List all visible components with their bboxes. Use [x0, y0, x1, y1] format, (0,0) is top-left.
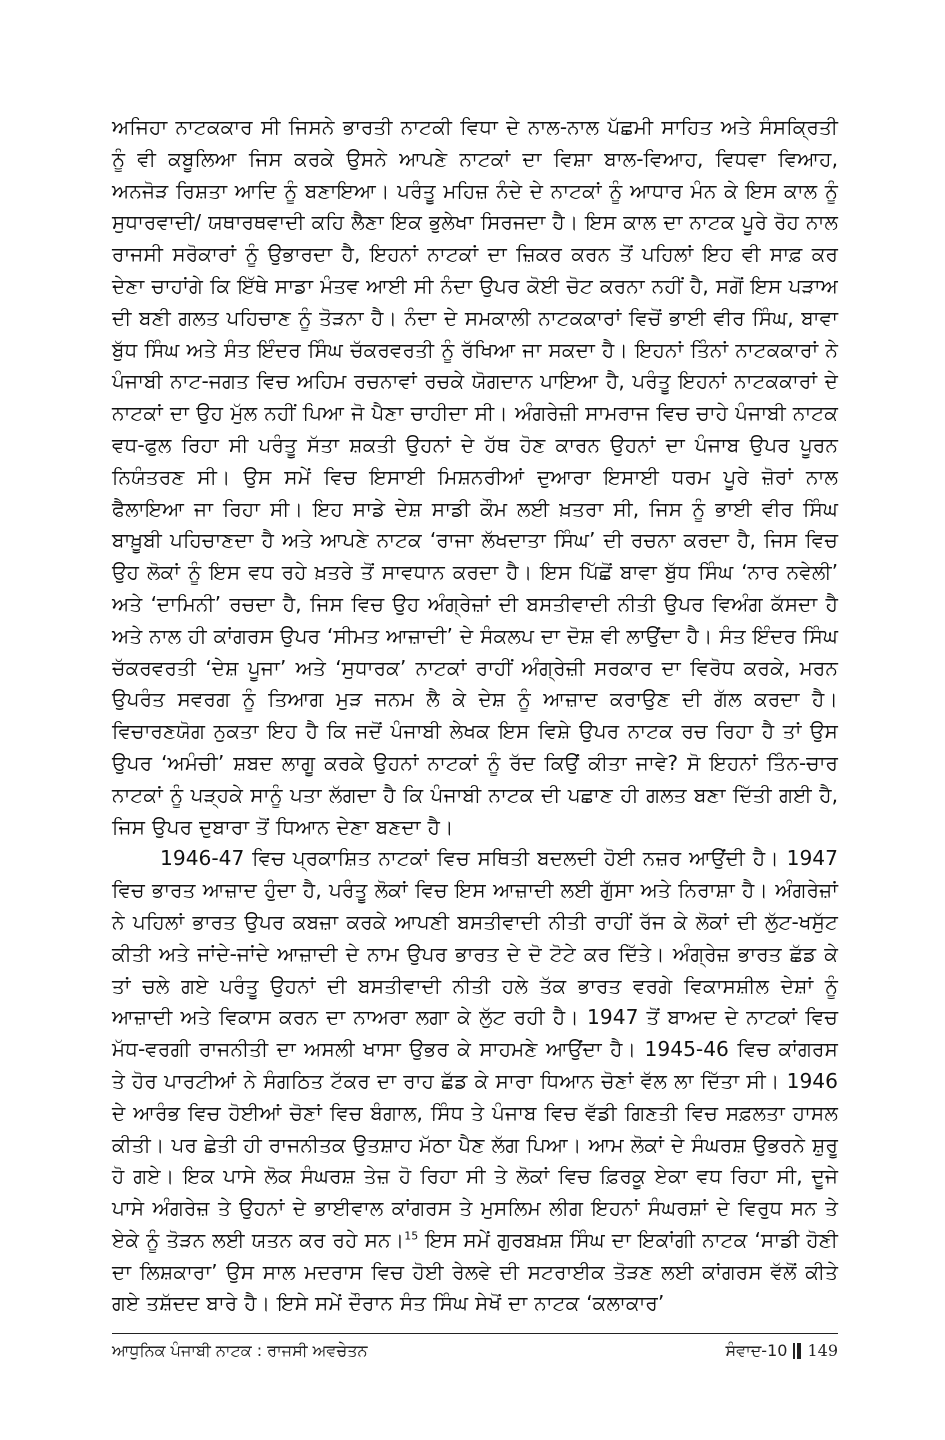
page-number: 149	[807, 1341, 838, 1360]
running-title: ਆਧੁਨਿਕ ਪੰਜਾਬੀ ਨਾਟਕ : ਰਾਜਸੀ ਅਵਚੇਤਨ	[112, 1341, 368, 1360]
paragraph-2-continued: ਇਸ ਸਮੇਂ ਗੁਰਬਖ਼ਸ਼ ਸਿੰਘ ਦਾ ਇਕਾਂਗੀ ਨਾਟਕ ‘ਸਾਡੀ ਹੋਣੀ ਦਾ ਲਿਸ਼ਕਾਰਾ’ ਉਸ ਸਾਲ ਮਦਰਾਸ ਵਿਚ ਹੋਈ ਰੇਲਵੇ ਦੀ ਸਟਰਾਈਕ ਤੋੜਣ ਲਈ ਕਾਂਗਰਸ ਵੱਲੋਂ ਕੀਤੇ ਗਏ ਤਸ਼ੱਦਦ ਬਾਰੇ ਹੈ। ਇਸੇ ਸਮੇਂ ਦੌਰਾਨ ਸੰਤ ਸਿੰਘ ਸੇਖੋਂ ਦਾ ਨਾਟਕ ‘ਕਲਾਕਾਰ’	[112, 1227, 838, 1316]
folio-separator-icon	[793, 1342, 801, 1360]
page-folio	[725, 1340, 838, 1362]
footer-rule	[112, 1333, 838, 1334]
paragraph-2	[112, 843, 838, 1320]
paragraph-2-text: 1946-47 ਵਿਚ ਪ੍ਰਕਾਸ਼ਿਤ ਨਾਟਕਾਂ ਵਿਚ ਸਥਿਤੀ ਬਦਲਦੀ ਹੋਈ ਨਜ਼ਰ ਆਉਂਦੀ ਹੈ। 1947 ਵਿਚ ਭਾਰਤ ਆਜ਼ਾਦ ਹੁੰਦਾ ਹੈ, ਪਰੰਤੂ ਲੋਕਾਂ ਵਿਚ ਇਸ ਆਜ਼ਾਦੀ ਲਈ ਗੁੱਸਾ ਅਤੇ ਨਿਰਾਸ਼ਾ ਹੈ। ਅੰਗਰੇਜ਼ਾਂ ਨੇ ਪਹਿਲਾਂ ਭਾਰਤ ਉਪਰ ਕਬਜ਼ਾ ਕਰਕੇ ਆਪਣੀ ਬਸਤੀਵਾਦੀ ਨੀਤੀ ਰਾਹੀਂ ਰੱਜ ਕੇ ਲੋਕਾਂ ਦੀ ਲੁੱਟ-ਖਸੁੱਟ ਕੀਤੀ ਅਤੇ ਜਾਂਦੇ-ਜਾਂਦੇ ਆਜ਼ਾਦੀ ਦੇ ਨਾਮ ਉਪਰ ਭਾਰਤ ਦੇ ਦੋ ਟੋਟੇ ਕਰ ਦਿੱਤੇ। ਅੰਗ੍ਰੇਜ਼ ਭਾਰਤ ਛੱਡ ਕੇ ਤਾਂ ਚਲੇ ਗਏ ਪਰੰਤੂ ਉਹਨਾਂ ਦੀ ਬਸਤੀਵਾਦੀ ਨੀਤੀ ਹਲੇ ਤੱਕ ਭਾਰਤ ਵਰਗੇ ਵਿਕਾਸਸ਼ੀਲ ਦੇਸ਼ਾਂ ਨੂੰ ਆਜ਼ਾਦੀ ਅਤੇ ਵਿਕਾਸ ਕਰਨ ਦਾ ਨਾਅਰਾ ਲਗਾ ਕੇ ਲੁੱਟ ਰਹੀ ਹੈ। 1947 ਤੋਂ ਬਾਅਦ ਦੇ ਨਾਟਕਾਂ ਵਿਚ ਮੱਧ-ਵਰਗੀ ਰਾਜਨੀਤੀ ਦਾ ਅਸਲੀ ਖਾਸਾ ਉਭਰ ਕੇ ਸਾਹਮਣੇ ਆਉਂਦਾ ਹੈ। 1945-46 ਵਿਚ ਕਾਂਗਰਸ ਤੇ ਹੋਰ ਪਾਰਟੀਆਂ ਨੇ ਸੰਗਠਿਤ ਟੱਕਰ ਦਾ ਰਾਹ ਛੱਡ ਕੇ ਸਾਰਾ ਧਿਆਨ ਚੋਣਾਂ ਵੱਲ ਲਾ ਦਿੱਤਾ ਸੀ। 1946 ਦੇ ਆਰੰਭ ਵਿਚ ਹੋਈਆਂ ਚੋਣਾਂ ਵਿਚ ਬੰਗਾਲ, ਸਿੰਧ ਤੇ ਪੰਜਾਬ ਵਿਚ ਵੱਡੀ ਗਿਣਤੀ ਵਿਚ ਸਫ਼ਲਤਾ ਹਾਸਲ ਕੀਤੀ। ਪਰ ਛੇਤੀ ਹੀ ਰਾਜਨੀਤਕ ਉਤਸ਼ਾਹ ਮੱਠਾ ਪੈਣ ਲੱਗ ਪਿਆ। ਆਮ ਲੋਕਾਂ ਦੇ ਸੰਘਰਸ਼ ਉਭਰਨੇ ਸ਼ੁਰੂ ਹੋ ਗਏ। ਇਕ ਪਾਸੇ ਲੋਕ ਸੰਘਰਸ਼ ਤੇਜ਼ ਹੋ ਰਿਹਾ ਸੀ ਤੇ ਲੋਕਾਂ ਵਿਚ ਫ਼ਿਰਕੂ ਏਕਾ ਵਧ ਰਿਹਾ ਸੀ, ਦੂਜੇ ਪਾਸੇ ਅੰਗਰੇਜ਼ ਤੇ ਉਹਨਾਂ ਦੇ ਭਾਈਵਾਲ ਕਾਂਗਰਸ ਤੇ ਮੁਸਲਿਮ ਲੀਗ ਇਹਨਾਂ ਸੰਘਰਸ਼ਾਂ ਦੇ ਵਿਰੁਧ ਸਨ ਤੇ ਏਕੇ ਨੂੰ ਤੋੜਨ ਲਈ ਯਤਨ ਕਰ ਰਹੇ ਸਨ।	[112, 846, 838, 1252]
body-text	[112, 112, 838, 1320]
paragraph-1: ਅਜਿਹਾ ਨਾਟਕਕਾਰ ਸੀ ਜਿਸਨੇ ਭਾਰਤੀ ਨਾਟਕੀ ਵਿਧਾ ਦੇ ਨਾਲ-ਨਾਲ ਪੱਛਮੀ ਸਾਹਿਤ ਅਤੇ ਸੰਸਕ੍ਰਿਤੀ ਨੂੰ ਵੀ ਕਬੂਲਿਆ ਜਿਸ ਕਰਕੇ ਉਸਨੇ ਆਪਣੇ ਨਾਟਕਾਂ ਦਾ ਵਿਸ਼ਾ ਬਾਲ-ਵਿਆਹ, ਵਿਧਵਾ ਵਿਆਹ, ਅਨਜੋੜ ਰਿਸ਼ਤਾ ਆਦਿ ਨੂੰ ਬਣਾਇਆ। ਪਰੰਤੂ ਮਹਿਜ਼ ਨੰਦੇ ਦੇ ਨਾਟਕਾਂ ਨੂੰ ਆਧਾਰ ਮੰਨ ਕੇ ਇਸ ਕਾਲ ਨੂੰ ਸੁਧਾਰਵਾਦੀ/ ਯਥਾਰਥਵਾਦੀ ਕਹਿ ਲੈਣਾ ਇਕ ਭੁਲੇਖਾ ਸਿਰਜਦਾ ਹੈ। ਇਸ ਕਾਲ ਦਾ ਨਾਟਕ ਪੂਰੇ ਰੋਹ ਨਾਲ ਰਾਜਸੀ ਸਰੋਕਾਰਾਂ ਨੂੰ ਉਭਾਰਦਾ ਹੈ, ਇਹਨਾਂ ਨਾਟਕਾਂ ਦਾ ਜ਼ਿਕਰ ਕਰਨ ਤੋਂ ਪਹਿਲਾਂ ਇਹ ਵੀ ਸਾਫ਼ ਕਰ ਦੇਣਾ ਚਾਹਾਂਗੇ ਕਿ ਇੱਥੇ ਸਾਡਾ ਮੰਤਵ ਆਈ ਸੀ ਨੰਦਾ ਉਪਰ ਕੋਈ ਚੋਟ ਕਰਨਾ ਨਹੀਂ ਹੈ, ਸਗੋਂ ਇਸ ਪੜਾਅ ਦੀ ਬਣੀ ਗਲਤ ਪਹਿਚਾਣ ਨੂੰ ਤੋੜਨਾ ਹੈ। ਨੰਦਾ ਦੇ ਸਮਕਾਲੀ ਨਾਟਕਕਾਰਾਂ ਵਿਚੋਂ ਭਾਈ ਵੀਰ ਸਿੰਘ, ਬਾਵਾ ਬੁੱਧ ਸਿੰਘ ਅਤੇ ਸੰਤ ਇੰਦਰ ਸਿੰਘ ਚੱਕਰਵਰਤੀ ਨੂੰ ਰੱਖਿਆ ਜਾ ਸਕਦਾ ਹੈ। ਇਹਨਾਂ ਤਿੰਨਾਂ ਨਾਟਕਕਾਰਾਂ ਨੇ ਪੰਜਾਬੀ ਨਾਟ-ਜਗਤ ਵਿਚ ਅਹਿਮ ਰਚਨਾਵਾਂ ਰਚਕੇ ਯੋਗਦਾਨ ਪਾਇਆ ਹੈ, ਪਰੰਤੂ ਇਹਨਾਂ ਨਾਟਕਕਾਰਾਂ ਦੇ ਨਾਟਕਾਂ ਦਾ ਉਹ ਮੁੱਲ ਨਹੀਂ ਪਿਆ ਜੋ ਪੈਣਾ ਚਾਹੀਦਾ ਸੀ। ਅੰਗਰੇਜ਼ੀ ਸਾਮਰਾਜ ਵਿਚ ਚਾਹੇ ਪੰਜਾਬੀ ਨਾਟਕ ਵਧ-ਫੁਲ ਰਿਹਾ ਸੀ ਪਰੰਤੂ ਸੱਤਾ ਸ਼ਕਤੀ ਉਹਨਾਂ ਦੇ ਹੱਥ ਹੋਣ ਕਾਰਨ ਉਹਨਾਂ ਦਾ ਪੰਜਾਬ ਉਪਰ ਪੂਰਨ ਨਿਯੰਤਰਣ ਸੀ। ਉਸ ਸਮੇਂ ਵਿਚ ਇਸਾਈ ਮਿਸ਼ਨਰੀਆਂ ਦੁਆਰਾ ਇਸਾਈ ਧਰਮ ਪੂਰੇ ਜ਼ੋਰਾਂ ਨਾਲ ਫੈਲਾਇਆ ਜਾ ਰਿਹਾ ਸੀ। ਇਹ ਸਾਡੇ ਦੇਸ਼ ਸਾਡੀ ਕੌਮ ਲਈ ਖ਼ਤਰਾ ਸੀ, ਜਿਸ ਨੂੰ ਭਾਈ ਵੀਰ ਸਿੰਘ ਬਾਖ਼ੂਬੀ ਪਹਿਚਾਣਦਾ ਹੈ ਅਤੇ ਆਪਣੇ ਨਾਟਕ ‘ਰਾਜਾ ਲੱਖਦਾਤਾ ਸਿੰਘ’ ਦੀ ਰਚਨਾ ਕਰਦਾ ਹੈ, ਜਿਸ ਵਿਚ ਉਹ ਲੋਕਾਂ ਨੂੰ ਇਸ ਵਧ ਰਹੇ ਖ਼ਤਰੇ ਤੋਂ ਸਾਵਧਾਨ ਕਰਦਾ ਹੈ। ਇਸ ਪਿੱਛੋਂ ਬਾਵਾ ਬੁੱਧ ਸਿੰਘ ‘ਨਾਰ ਨਵੇਲੀ’ ਅਤੇ ‘ਦਾਮਿਨੀ’ ਰਚਦਾ ਹੈ, ਜਿਸ ਵਿਚ ਉਹ ਅੰਗ੍ਰੇਜ਼ਾਂ ਦੀ ਬਸਤੀਵਾਦੀ ਨੀਤੀ ਉਪਰ ਵਿਅੰਗ ਕੱਸਦਾ ਹੈ ਅਤੇ ਨਾਲ ਹੀ ਕਾਂਗਰਸ ਉਪਰ ‘ਸੀਮਤ ਆਜ਼ਾਦੀ’ ਦੇ ਸੰਕਲਪ ਦਾ ਦੋਸ਼ ਵੀ ਲਾਉਂਦਾ ਹੈ। ਸੰਤ ਇੰਦਰ ਸਿੰਘ ਚੱਕਰਵਰਤੀ ‘ਦੇਸ਼ ਪੂਜਾ’ ਅਤੇ ‘ਸੁਧਾਰਕ’ ਨਾਟਕਾਂ ਰਾਹੀਂ ਅੰਗ੍ਰੇਜ਼ੀ ਸਰਕਾਰ ਦਾ ਵਿਰੋਧ ਕਰਕੇ, ਮਰਨ ਉਪਰੰਤ ਸਵਰਗ ਨੂੰ ਤਿਆਗ ਮੁੜ ਜਨਮ ਲੈ ਕੇ ਦੇਸ਼ ਨੂੰ ਆਜ਼ਾਦ ਕਰਾਉਣ ਦੀ ਗੱਲ ਕਰਦਾ ਹੈ। ਵਿਚਾਰਣਯੋਗ ਨੁਕਤਾ ਇਹ ਹੈ ਕਿ ਜਦੋਂ ਪੰਜਾਬੀ ਲੇਖਕ ਇਸ ਵਿਸ਼ੇ ਉਪਰ ਨਾਟਕ ਰਚ ਰਿਹਾ ਹੈ ਤਾਂ ਉਸ ਉਪਰ ‘ਅਮੰਚੀ’ ਸ਼ਬਦ ਲਾਗੂ ਕਰਕੇ ਉਹਨਾਂ ਨਾਟਕਾਂ ਨੂੰ ਰੱਦ ਕਿਉਂ ਕੀਤਾ ਜਾਵੇ? ਸੋ ਇਹਨਾਂ ਤਿੰਨ-ਚਾਰ ਨਾਟਕਾਂ ਨੂੰ ਪੜ੍ਹਕੇ ਸਾਨੂੰ ਪਤਾ ਲੱਗਦਾ ਹੈ ਕਿ ਪੰਜਾਬੀ ਨਾਟਕ ਦੀ ਪਛਾਣ ਹੀ ਗਲਤ ਬਣਾ ਦਿੱਤੀ ਗਈ ਹੈ, ਜਿਸ ਉਪਰ ਦੁਬਾਰਾ ਤੋਂ ਧਿਆਨ ਦੇਣਾ ਬਣਦਾ ਹੈ।	[112, 115, 838, 839]
journal-name: ਸੰਵਾਦ-10	[725, 1341, 788, 1360]
footnote-reference: 15	[404, 1229, 419, 1243]
